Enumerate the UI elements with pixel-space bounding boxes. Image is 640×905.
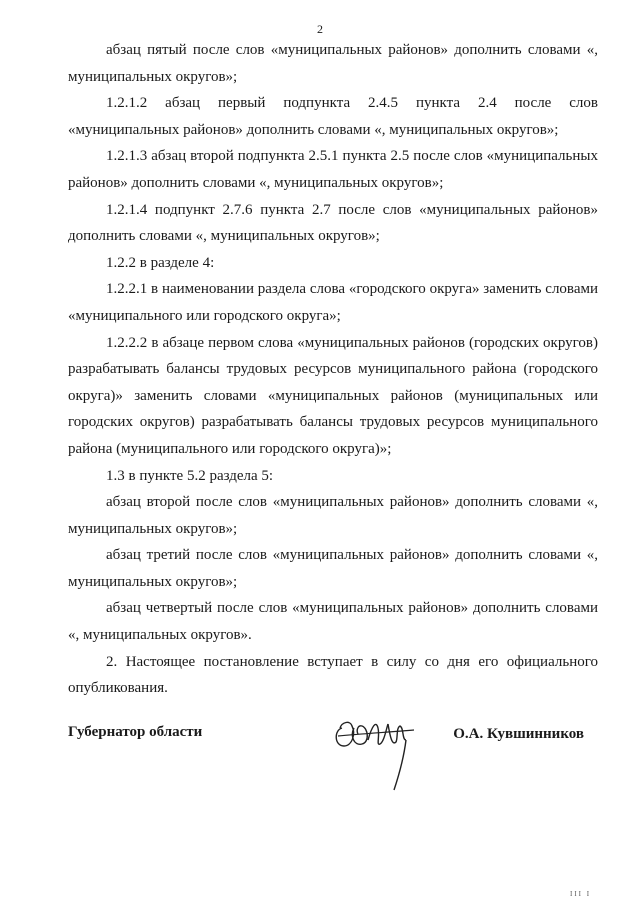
paragraph: 2. Настоящее постановление вступает в силу со дня его официального опубликования. xyxy=(68,653,598,697)
document-body xyxy=(68,37,598,702)
paragraph: абзац четвертый после слов «муниципальных районов» дополнить словами «, муниципальных округов». xyxy=(68,600,598,644)
paragraph: 1.2.2.2 в абзаце первом слова «муниципальных районов (городских округов) разрабатывать балансы трудовых ресурсов муниципального района (городского округа)» заменить словами «муниципальных районов (муниципальных или городских округов) разрабатывать балансы трудовых ресурсов муниципального района (муниципального или городского округа)»; xyxy=(68,334,598,457)
paragraph: 1.2.1.2 абзац первый подпункта 2.4.5 пункта 2.4 после слов «муниципальных районов» дополнить словами «, муниципальных округов»; xyxy=(68,95,598,138)
paragraph: 1.2.2.1 в наименовании раздела слова «городского округа» заменить словами «муниципального или городского округа»; xyxy=(68,281,598,324)
signature-block xyxy=(68,718,598,798)
paragraph: абзац пятый после слов «муниципальных районов» дополнить словами «, муниципальных округов»; xyxy=(68,42,598,85)
paragraph: 1.3 в пункте 5.2 раздела 5: xyxy=(106,467,274,484)
signatory-name: О.А. Кувшинников xyxy=(453,726,584,742)
paragraph: 1.2.1.4 подпункт 2.7.6 пункта 2.7 после слов «муниципальных районов» дополнить словами «, муниципальных округов»; xyxy=(68,201,598,245)
signatory-title: Губернатор области xyxy=(68,724,203,740)
handwritten-signature xyxy=(330,706,426,796)
paragraph: 1.2.2 в разделе 4: xyxy=(106,254,215,271)
footer-marks: III I xyxy=(570,890,592,898)
paragraph: 1.2.1.3 абзац второй подпункта 2.5.1 пункта 2.5 после слов «муниципальных районов» дополнить словами «, муниципальных округов»; xyxy=(68,148,598,191)
page-number: 2 xyxy=(317,22,323,36)
paragraph: абзац второй после слов «муниципальных районов» дополнить словами «, муниципальных округов»; xyxy=(68,494,598,537)
paragraph: абзац третий после слов «муниципальных районов» дополнить словами «, муниципальных округов»; xyxy=(68,547,598,590)
